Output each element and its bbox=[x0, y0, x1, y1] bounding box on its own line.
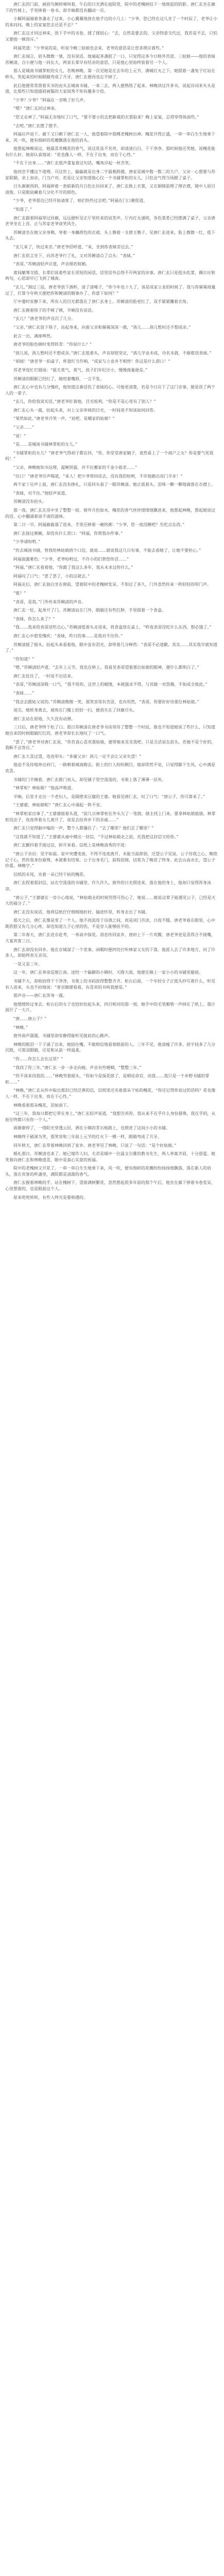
story-paragraph: 席间觥筹交错，长辈们说着些家长里短的闲话，话里话外总绕不开两家的亲事。唐仁玄只是低头吃菜，偶尔应和两句，心思却早已飞到了城南。 bbox=[5, 270, 215, 281]
story-paragraph: 雨渐渐停了，一缕阳光穿透云层，洒在小镇的青石板路上，也照进了这间小小的书铺。 bbox=[13, 1126, 170, 1131]
story-paragraph: 阿福走后，唐仁玄独自坐在窗前，望着院中的老槐树发呆。不知过了多久，门外忽然传来一阵轻轻的叩门声。 bbox=[13, 582, 211, 587]
story-paragraph: 苏婉清的眼眶已经红了，她咬着嘴唇，一言不发。 bbox=[13, 376, 104, 381]
story-paragraph: “表哥，是我。”门外传来苏婉清的声音。 bbox=[13, 599, 86, 604]
story-paragraph: “玄儿，你给我说实话，”唐老爷盯着他，目光锐利，“你是不是心里有了别人？” bbox=[13, 399, 156, 404]
story-paragraph: “说！” bbox=[13, 433, 26, 438]
story-paragraph: “表哥，”苏婉清深吸一口气，“我不怪你。这世上的姻缘，本就强求不得。与其做一对怨偶，不如成全彼此。” bbox=[13, 682, 208, 687]
story-paragraph: “林晚，”唐仁玄从怀中取出那封已经泛黄的信，信纸里还夹着那朵干枯的槐花，“你还记得你说过的话吗？花也像人一样，不在于出身，而在于心性。” bbox=[5, 1088, 216, 1099]
story-paragraph: 唐仁玄大喜过望，连连叩头：“多谢父亲！孩儿一定不会让父亲失望！” bbox=[13, 754, 142, 759]
story-paragraph: “你知道？” bbox=[13, 656, 35, 662]
story-paragraph: “您又走神了。”阿福无奈地叹了口气，“要不要小的去把新裁的衣裳取来？晚上家宴，总得穿得体面些。” bbox=[13, 114, 199, 120]
story-paragraph: “我找了你三年。”唐仁玄一步一步走向她，声音有些哽咽，“整整三年。” bbox=[13, 1065, 142, 1070]
story-paragraph: 信纸的末尾，夹着一朵已经干枯的槐花。 bbox=[13, 872, 88, 877]
story-paragraph: “知道了。” bbox=[13, 207, 32, 212]
story-paragraph: 唐仁玄一怔，起身开了门。苏婉清站在门外，眼睛还有些红肿，手里提着一个食盒。 bbox=[13, 608, 166, 613]
story-paragraph: 院中的老槐树又开花了，一串一串白生生地垂下来，风一吹，便有细碎的花瓣纷纷扬扬地飘落，落在新人的肩头，落在宾客的杯盏里，满院都是清甜的香气。 bbox=[5, 1166, 211, 1177]
story-paragraph: “这三年，我每日都把它带在身上。”唐仁玄轻声说道，“我想告诉你，我从来不在乎什么身份悬殊，我在乎的，从始至终都只有你一个人。” bbox=[5, 1111, 216, 1122]
story-paragraph: 唐仁玄依言坐下，向苏老爷行了礼，又对苏婉清点了点头：“表妹。” bbox=[13, 253, 135, 258]
story-paragraph: “不在于出身……”唐仁玄低声重复着这句话，嘴角浮起一丝苦笑。 bbox=[13, 161, 133, 166]
story-paragraph: 阿福应声退下。廊下又只剩下唐仁玄一人，他望着院中那棵老槐树出神。槐花开得正盛，一串一串白生生地垂下来，风一吹，便有细碎的花瓣飘落在他的肩头。 bbox=[5, 132, 215, 143]
story-paragraph: “你不该来找我的……”林晚哭着摇头，“你如今是探花郎了，是朝廷命官，而我……我只是一个乡野书铺的掌柜……” bbox=[5, 1074, 210, 1084]
story-paragraph: “少爷，老爷那边已经开始请客了，咱们快些过去吧。”阿福在门口催促道。 bbox=[13, 198, 148, 204]
story-paragraph: “父亲，”唐仁玄放下筷子，站起身来，向着父亲和舅舅深深一揖，“孩儿……孩儿暂时还不想成亲。” bbox=[13, 325, 191, 330]
story-paragraph: “玄儿来了，快过来坐。”唐老爷招呼道，“来，坐到你表妹旁边去。” bbox=[13, 245, 133, 249]
story-paragraph: 唐仁玄没有说话，他将信纸仔仔细细地折好，揣进怀里，转身走出了书铺。 bbox=[13, 909, 149, 914]
story-paragraph: 这一年，唐仁玄奉命巡察江南。途经一个偏僻的小镇时，天降大雨，他便在镇上一家小小的书铺里避雨。 bbox=[13, 970, 203, 975]
story-paragraph: “唐公子，”王婆婆在一旁小心地说，“林姑娘走的时候哭得可伤心了，她说……她说这辈子能遇见公子，已经是天大的福分了。” bbox=[5, 895, 216, 906]
story-paragraph: 婚礼那日，苏婉清也来了。她已嫁作人妇，夫君是城中一位温文尔雅的教书先生，两人举案齐眉，十分恩爱。她笑着向唐仁玄和林晚道喜，眼中是真心实意的祝福。 bbox=[5, 1151, 215, 1162]
story-paragraph: 林晚的眼泪一下子涌了出来，她捂住嘴，不敢相信地看着眼前的人。三年不见，他清瘦了许多，眉宇间多了几分沉稳，可那双眼睛，还是和从前一样温柔。 bbox=[5, 1042, 215, 1053]
story-paragraph: “林掌柜？林姑娘？”他高声唤道。 bbox=[13, 786, 76, 791]
story-paragraph: 唐仁玄捏着那封信，站在空荡荡的书铺里，许久许久。窗外的日光照进来，落在他的身上，他却只觉得浑身冰凉。 bbox=[5, 880, 211, 891]
story-paragraph: “罢了，”唐老爷对唐仁玄说，“你若真心喜欢那姑娘，便带她来见见我吧。只是丑话说在前头，若她不是个好的，我断不会答应。” bbox=[5, 739, 216, 751]
story-paragraph: 他何尝不懂这个道理。可这世上，偏偏就是出身二字最难跨越。唐家是城中数一数二的大户，父亲一心想要与苏家联姻，亲上加亲，门当户对。若是让父亲知道他心仪一个书铺掌柜的女儿，只怕会气得当场掀了桌子。 bbox=[5, 170, 215, 180]
story-paragraph: 唐仁玄颤抖着手接过信，拆开来看。信纸上是林晚清秀的字迹： bbox=[13, 843, 129, 848]
story-paragraph: 唐仁玄心中也有几分愧疚，他知道这番话伤了表妹的心。可他更清楚，若是今日应下了这门亲事，便是误了两个人的一辈子。 bbox=[5, 385, 215, 396]
story-paragraph: 说完，她转身离去，裙角在门槛上轻轻一扫，便消失在了回廊尽头。 bbox=[13, 708, 137, 713]
story-paragraph: “唐……唐公子？” bbox=[13, 1016, 47, 1021]
story-paragraph: “父亲，林晚她知书达理，温婉贤淑，并不比哪家的千金小姐差……” bbox=[13, 465, 137, 470]
story-paragraph: 书铺的门半掩着，唐仁玄推门而入，却见铺子里空荡荡的，书架上落了薄薄一层灰。 bbox=[13, 777, 166, 782]
story-paragraph: 那一夜，唐仁玄在房中坐了整整一宿。窗外月色如水，槐花的香气丝丝缕缕地飘进来，他想起林晚，想起她说过的话，心中翻涌着说不清的滋味。 bbox=[5, 508, 215, 519]
story-paragraph: 他想起林晚说过，她最喜欢槐花的香气，说这花虽不名贵，却清清白白、干干净净。那时候他还笑她，说槐花能有什么好，她却认真地说：“花也像人一样，不在于出身，而在于心性。” bbox=[5, 146, 215, 157]
story-paragraph: “阿福，”唐仁玄看着他，“你跟了我这么多年，我从未求过你什么。” bbox=[13, 565, 133, 570]
story-paragraph: 唐仁玄却没有回乡。他在京城谋了一个差事，闲暇时便四处打听林家父女的下落。他派人去了许多地方，问了许多人，却始终杳无音讯。 bbox=[5, 947, 215, 958]
story-paragraph: 第二年春天，唐仁玄进京赶考，一举高中探花。消息传回家乡，唐府上下一片欢腾，唐老爷更是喜得合不拢嘴，大宴宾客三日。 bbox=[5, 933, 215, 944]
story-paragraph: 林晚终于破涕为笑，那笑容和三年前上元节的灯火下一模一样，眼睛弯成了月牙。 bbox=[13, 1134, 162, 1139]
story-paragraph: 窗外雨声潺潺，书铺里却安静得能听见彼此的心跳声。 bbox=[13, 1033, 112, 1039]
story-paragraph: 此言一出，满座哗然。 bbox=[13, 333, 55, 338]
story-paragraph: 三日后，唐老爷终于松了口。那日苏婉清在唐老爷书房里待了整整一个时辰，谁也不知道她说了些什么，只知道她出来的时候眼睛红红的，唐老爷却长长地叹了一口气。 bbox=[5, 725, 215, 736]
story-paragraph: 原来兜兜转转，有些人终究是要相遇的。 bbox=[13, 1195, 88, 1200]
story-paragraph: 那天之后，唐仁玄像是变了一个人。他不再流连于诗酒之间，而是闭门苦读，日夜不辍。唐老爷看在眼里，心中既欣慰又有几分心疼，却也知道儿子心里的伤，不是旁人能够抚平的。 bbox=[5, 918, 215, 929]
story-paragraph: 那人是城南书铺掌柜的女儿，名唤林晚。第一次见她是在去年的上元节，满城灯火之下，她提着一盏兔子灯站在桥头，笑起来的时候眼睛弯成了月牙，唐仁玄便再也忘不掉了。 bbox=[5, 69, 215, 79]
story-paragraph: “果然如此。”唐老爷冷笑一声，“说吧，是哪家的姑娘？” bbox=[13, 416, 115, 421]
story-paragraph: 唐仁玄只觉得脑中嗡的一声，整个人都僵住了：“去了哪里？他们去了哪里？” bbox=[13, 826, 154, 831]
story-paragraph: “你去城南书铺，替我给林姑娘捎个口信，就说……就说我这几日有事，不能去看她了，让她不要担心。” bbox=[13, 548, 201, 553]
story-paragraph: “书铺掌柜的女儿？”唐老爷气得胡子都在抖，“你、你堂堂唐家嫡子，竟然看上了一个商户之女？你是要气死我吗！” bbox=[5, 450, 214, 462]
story-paragraph: “你……你怎么会在这里？” bbox=[13, 1056, 63, 1061]
story-paragraph: 阿福笑道：“少爷说的是。听说今晚三姑娘也会来，老爷的意思是让您多照应着些。” bbox=[13, 45, 164, 50]
story-paragraph: 那声音——唐仁玄浑身一震。 bbox=[13, 993, 67, 998]
story-paragraph: “玄儿，”酒过三巡，唐老爷放下酒杯，清了清嗓子，“你今年也十九了，该是成家立业的时候了。我与你舅舅商量过了，打算今年秋天便把你和婉清的婚事办了。你意下如何？” bbox=[5, 284, 216, 296]
story-paragraph: 他迫不及待地奔出府门，一路朝着城南跑去。街上的行人纷纷侧目，他却浑然不觉，只觉得脚下生风，心中满是欢喜。 bbox=[5, 762, 215, 773]
story-paragraph: “孩儿说，孩儿暂时还不想成亲。”唐仁玄低着头，声音却很坚定，“孩儿学业未成，功名未就，不敢耽误表妹。” bbox=[13, 350, 212, 355]
story-body bbox=[5, 2, 219, 1200]
story-paragraph: “少爷请吩咐。” bbox=[13, 539, 41, 545]
story-paragraph: “谁？” bbox=[13, 590, 26, 596]
story-paragraph: “嗯。”苏婉清轻声道，“去年上元节，我也在桥上。我看见表哥望着那位姑娘的眼神，便什么都明白了。” bbox=[13, 665, 199, 670]
story-paragraph: 唐仁玄的门前，画眉鸟婉转啼叫着。午后的日光洒在庭院里，院中的老槐树投下一地斑驳的阴影。唐仁玄坐在廊下的竹椅上，手里捧着一卷书，却半晌都没有翻动一页。 bbox=[5, 2, 215, 13]
story-paragraph: “我……我来给表哥送些点心。”苏婉清低着头走进来，将食盒放在桌上，“昨夜表哥没吃什么东西，想必饿了。” bbox=[13, 625, 212, 630]
story-paragraph: 唐仁玄握着筷子的手顿了顿，半晌没有说话。 bbox=[13, 308, 96, 313]
story-paragraph: “胡闹！”唐老爷一拍桌子，杯盘叮当作响，“成家与立业并不相悖！你这是什么借口！” bbox=[13, 359, 170, 364]
story-paragraph: “我会去跟姑父说的。”苏婉清微微一笑，那笑容里有苦涩，也有坦然，“表哥，你要好好待那位林姑娘。” bbox=[13, 699, 199, 704]
story-paragraph: “林掌柜家出事了。”王婆婆摇着头道，“前几日林掌柜在外头欠了一笔债，债主找上门来，要拿林姑娘抵债。林掌柜没法子，连夜带着女儿离开了，说是去投奔乡下的亲戚……” bbox=[5, 811, 216, 822]
story-paragraph: 小厮阿福端着茶盏走了过来，小心翼翼地放在他手边的小几上：“少爷，您已经在这儿坐了一个时辰了，老爷让小的来问问，晚上的家宴您去还是不去？” bbox=[5, 16, 218, 27]
story-paragraph: “王婆婆，林姑娘呢？”唐仁玄心中涌起一阵不安。 bbox=[13, 803, 105, 808]
story-paragraph: “表哥。”苏婉清轻声应道，声音细若蚊蚋。 bbox=[13, 262, 90, 267]
story-paragraph: 唐仁玄怔住了，一时说不出话来。 bbox=[13, 673, 75, 679]
story-paragraph: 阿福面露难色：“少爷，老爷吩咐过，不许小的们替您传话……” bbox=[13, 556, 129, 562]
story-paragraph: 林晚看着那朵槐花，泪如雨下。 bbox=[13, 1103, 71, 1108]
story-paragraph: 半晌，后堂才走出一个老妇人，是隔壁卖豆腐的王婆。她看见唐仁玄，叹了口气：“唐公子，你可算来了。” bbox=[13, 794, 205, 799]
story-paragraph: 唐仁玄跟着阿福穿过回廊，远远便听见正厅里传来的说笑声。厅内灯火通明，各色菜肴已经摆满了桌子，父亲唐老爷坐在上首，正与苏家老爷谈笑风生。 bbox=[5, 215, 215, 227]
story-paragraph: 唐仁玄心中愈发愧疚：“表妹，昨日的事……是我对不住你。” bbox=[13, 633, 123, 638]
story-paragraph: 同年秋天，唐仁玄带着林晚回到了家乡。唐老爷见了林晚，只说了一句话：“是个好姑娘。” bbox=[13, 1143, 177, 1148]
story-paragraph: 此后他便常常借着买书的由头去城南书铺，一来二去，两人便熟络了起来。林晚读过许多书，说起诗词来头头是道，比那些只知道描眉画鬓的大家闺秀不知有趣多少倍。 bbox=[5, 83, 215, 94]
story-paragraph: “父亲……” bbox=[13, 425, 35, 430]
story-paragraph: “表妹……” bbox=[13, 691, 35, 696]
story-paragraph: 唐仁玄心头一震，抬起头来，对上父亲审视的目光，一时间竟不知该如何回答。 bbox=[13, 408, 158, 413]
story-paragraph: “这我就不知道了。”王婆婆从袖中摸出一封信，“不过林姑娘走之前，托我把这封信交给你。” bbox=[13, 834, 179, 839]
story-paragraph: “林晚。” bbox=[13, 1025, 28, 1030]
story-paragraph: 他缓缓转过身去。柜台后的女子也恰好抬起头来，四目相对的那一刻，她手中的毛笔啪嗒一声掉在了纸上，墨汁洇开了一大片。 bbox=[5, 1002, 215, 1013]
story-paragraph: 苏婉清坐在她父亲身侧，穿着一身藕荷色的衣裙，头上簪着一支碧玉簪子，见唐仁玄进来，脸上微微一红，低下头去。 bbox=[5, 230, 215, 241]
story-paragraph: “唐公子亲启：见字如面。家中突遭变故，不得不连夜离开，未能当面辞别，还望公子见谅。公子待我之心，晚铭记于心，然你我身份悬殊，本就难有结果。公子出身名门，前程似锦，切莫为了晚误了终身。此去山高水长，望公子珍重。林晚字。” bbox=[5, 851, 218, 869]
story-paragraph: “是……是城南书铺林掌柜的女儿。” bbox=[13, 442, 78, 447]
story-paragraph: “嗯？”唐仁玄回过神来。 bbox=[13, 106, 59, 111]
story-paragraph: “表妹，你怎么来了？” bbox=[13, 616, 55, 621]
story-paragraph: 唐仁玄这才回过神来，放下手中的书卷，揉了揉眉心：“去，自然是要去的。父亲特意交代过，我若是不去，只怕又要挨一顿训斥。” bbox=[5, 31, 218, 42]
story-paragraph: 唐老爷的脸色顿时变得铁青：“你说什么？” bbox=[13, 342, 92, 347]
story-paragraph: 苏婉清摇了摇头，抬起头来看着他，眼中虽有泪光，却带着几分释然：“表哥不必道歉。其实……其实我早就知道了。” bbox=[5, 642, 218, 653]
story-paragraph: 唐仁玄闻言，眉头微微一皱，没有说话。他端起茶盏抿了一口，只觉得这茶今日格外苦涩。三姑娘——他的表妹苏婉清，自小便与他一同长大，两家长辈早有结亲的意思，只是他心里始终装着另一个人。 bbox=[5, 54, 215, 65]
story-paragraph: “去吧。”唐仁玄摆了摆手。 bbox=[13, 123, 61, 128]
story-paragraph: 两个家丁应声上前，唐仁玄没有挣扎，只是回头看了一眼苏婉清。她正低着头，泪珠一颗一颗地滴落在衣襟上。 bbox=[13, 482, 215, 487]
story-paragraph: 唐仁玄握着林晚的手，站在槐树下，望着满树繁花，忽然想起很多年前的那个午后，他坐在廊下捧着书卷发呆，心里想着的，也是眼前这个人。 bbox=[5, 1180, 215, 1192]
story-paragraph: 苏老爷连忙打圆场：“姐夫莫气，莫气，孩子们年纪还小，慢慢商量便是。” bbox=[13, 367, 148, 372]
story-paragraph: 阿福叹了口气：“罢了罢了，小的这就去。” bbox=[13, 573, 90, 579]
story-paragraph: “住口！”唐老爷厉声喝道，“来人！把少爷带回房去，没有我的吩咐，不许他踏出房门半步！” bbox=[13, 473, 183, 479]
story-paragraph: “少爷？少爷？”阿福在一旁唤了好几声。 bbox=[13, 97, 88, 103]
story-paragraph: 唐仁玄站在原地，久久没有动弹。 bbox=[13, 716, 75, 721]
story-paragraph: 书铺不大，却收拾得干干净净，书架上的书码放得整整齐齐。柜台后面，一个年轻女子正低头抄写着什么，听见有人进来，头也不抬地说：“客官随便看看，有喜欢的书叫我便是。” bbox=[5, 979, 215, 990]
story-paragraph: 唐仁玄接过粥碗，却没有什么胃口：“阿福，你帮我办件事。” bbox=[13, 531, 123, 536]
story-paragraph: 苏婉清没有抬头。 bbox=[13, 499, 46, 504]
story-paragraph: “表妹，对不住。”他轻声说道。 bbox=[13, 490, 70, 496]
story-paragraph: 厅中霎时安静下来，所有人的目光都落在了唐仁玄身上。苏婉清的脸更红了，双手紧紧攥着衣角。 bbox=[13, 299, 191, 304]
story-paragraph: 日头渐渐西斜，阿福捧着一套崭新的月白色长衫回来了。唐仁玄换上衣裳，又在铜镜前理了理衣襟，镜中人眉目清俊，只是眼底藏着几分化不开的郁色。 bbox=[5, 184, 215, 195]
story-paragraph: 第二日一早，阿福偷偷溜了进来，手里还捧着一碗热粥：“少爷，您一夜没睡吧？先吃点东西。” bbox=[13, 522, 185, 528]
story-paragraph: “玄儿？”唐老爷的声音沉了几分。 bbox=[13, 316, 76, 321]
story-paragraph: 一晃又是三年。 bbox=[13, 961, 42, 967]
